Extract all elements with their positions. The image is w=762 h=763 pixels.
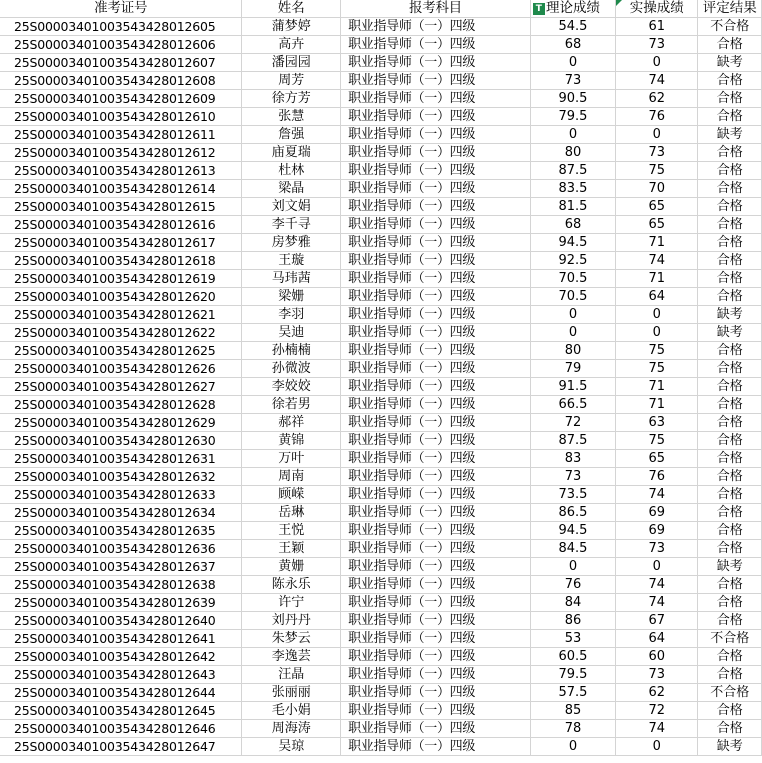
cell-exam-id[interactable]: 25S00003401003543428012613: [0, 162, 242, 180]
cell-exam-id[interactable]: 25S00003401003543428012627: [0, 378, 242, 396]
cell-subject[interactable]: 职业指导师（一）四级: [341, 36, 531, 54]
table-row: [0, 720, 762, 738]
cell-theory[interactable]: 79: [530, 360, 615, 378]
cell-practice[interactable]: 73: [616, 666, 698, 684]
cell-result[interactable]: 不合格: [698, 630, 762, 648]
cell-exam-id[interactable]: 25S00003401003543428012625: [0, 342, 242, 360]
cell-exam-id[interactable]: 25S00003401003543428012645: [0, 702, 242, 720]
cell-name[interactable]: 潘园园: [242, 54, 341, 72]
cell-practice[interactable]: 76: [616, 108, 698, 126]
cell-result[interactable]: 缺考: [698, 54, 762, 72]
table-row: [0, 504, 762, 522]
col-header-result[interactable]: 评定结果: [698, 0, 762, 18]
cell-exam-id[interactable]: 25S00003401003543428012638: [0, 576, 242, 594]
cell-theory[interactable]: 87.5: [530, 162, 615, 180]
table-row: [0, 126, 762, 144]
cell-practice[interactable]: 74: [616, 594, 698, 612]
cell-theory[interactable]: 66.5: [530, 396, 615, 414]
cell-name[interactable]: 万叶: [242, 450, 341, 468]
cell-subject[interactable]: 职业指导师（一）四级: [341, 144, 531, 162]
cell-result[interactable]: 缺考: [698, 126, 762, 144]
cell-result[interactable]: 合格: [698, 540, 762, 558]
cell-name[interactable]: 詹强: [242, 126, 341, 144]
cell-theory[interactable]: 60.5: [530, 648, 615, 666]
table-row: [0, 630, 762, 648]
cell-subject[interactable]: 职业指导师（一）四级: [341, 90, 531, 108]
table-row: [0, 684, 762, 702]
cell-subject[interactable]: 职业指导师（一）四级: [341, 648, 531, 666]
col-header-practice[interactable]: [616, 0, 698, 18]
cell-subject[interactable]: 职业指导师（一）四级: [341, 450, 531, 468]
cell-subject[interactable]: 职业指导师（一）四级: [341, 468, 531, 486]
table-row: [0, 468, 762, 486]
cell-subject[interactable]: 职业指导师（一）四级: [341, 252, 531, 270]
table-row: [0, 54, 762, 72]
cell-subject[interactable]: 职业指导师（一）四级: [341, 558, 531, 576]
cell-name[interactable]: 王悦: [242, 522, 341, 540]
cell-name[interactable]: 吴迪: [242, 324, 341, 342]
cell-subject[interactable]: 职业指导师（一）四级: [341, 162, 531, 180]
cell-theory[interactable]: 0: [530, 306, 615, 324]
table-row: [0, 342, 762, 360]
cell-theory[interactable]: 0: [530, 324, 615, 342]
table-row: [0, 144, 762, 162]
cell-practice[interactable]: 0: [616, 324, 698, 342]
cell-subject[interactable]: 职业指导师（一）四级: [341, 306, 531, 324]
cell-name[interactable]: 张慧: [242, 108, 341, 126]
cell-exam-id[interactable]: 25S00003401003543428012620: [0, 288, 242, 306]
filter-icon[interactable]: T: [533, 3, 545, 15]
cell-exam-id[interactable]: 25S00003401003543428012618: [0, 252, 242, 270]
cell-exam-id[interactable]: 25S00003401003543428012609: [0, 90, 242, 108]
table-row: [0, 36, 762, 54]
cell-theory[interactable]: 84: [530, 594, 615, 612]
cell-practice[interactable]: 63: [616, 414, 698, 432]
cell-name[interactable]: 蒲梦婷: [242, 18, 341, 36]
cell-result[interactable]: 合格: [698, 72, 762, 90]
cell-subject[interactable]: 职业指导师（一）四级: [341, 54, 531, 72]
cell-theory[interactable]: 70.5: [530, 288, 615, 306]
cell-practice[interactable]: 69: [616, 504, 698, 522]
cell-practice[interactable]: 0: [616, 126, 698, 144]
cell-exam-id[interactable]: 25S00003401003543428012612: [0, 144, 242, 162]
cell-practice[interactable]: 75: [616, 162, 698, 180]
cell-result[interactable]: 不合格: [698, 684, 762, 702]
cell-subject[interactable]: 职业指导师（一）四级: [341, 630, 531, 648]
cell-exam-id[interactable]: 25S00003401003543428012642: [0, 648, 242, 666]
cell-result[interactable]: 合格: [698, 504, 762, 522]
cell-exam-id[interactable]: 25S00003401003543428012632: [0, 468, 242, 486]
cell-exam-id[interactable]: 25S00003401003543428012615: [0, 198, 242, 216]
cell-result[interactable]: 合格: [698, 378, 762, 396]
cell-subject[interactable]: 职业指导师（一）四级: [341, 432, 531, 450]
cell-result[interactable]: 合格: [698, 270, 762, 288]
cell-practice[interactable]: 74: [616, 252, 698, 270]
cell-exam-id[interactable]: 25S00003401003543428012635: [0, 522, 242, 540]
cell-exam-id[interactable]: 25S00003401003543428012621: [0, 306, 242, 324]
cell-name[interactable]: 刘文娟: [242, 198, 341, 216]
table-row: [0, 576, 762, 594]
cell-name[interactable]: 杜林: [242, 162, 341, 180]
table-row: [0, 486, 762, 504]
table-row: [0, 738, 762, 756]
cell-exam-id[interactable]: 25S00003401003543428012647: [0, 738, 242, 756]
cell-practice[interactable]: 74: [616, 720, 698, 738]
col-header-theory[interactable]: [530, 0, 615, 18]
cell-theory[interactable]: 0: [530, 126, 615, 144]
cell-result[interactable]: 合格: [698, 342, 762, 360]
table-row: [0, 18, 762, 36]
table-row: [0, 702, 762, 720]
cell-subject[interactable]: 职业指导师（一）四级: [341, 594, 531, 612]
cell-exam-id[interactable]: 25S00003401003543428012636: [0, 540, 242, 558]
col-header-name[interactable]: 姓名: [242, 0, 341, 18]
cell-subject[interactable]: 职业指导师（一）四级: [341, 72, 531, 90]
cell-result[interactable]: 缺考: [698, 324, 762, 342]
cell-result[interactable]: 合格: [698, 666, 762, 684]
col-header-theory-label: 理论成绩: [545, 0, 600, 16]
cell-name[interactable]: 岳琳: [242, 504, 341, 522]
cell-exam-id[interactable]: 25S00003401003543428012641: [0, 630, 242, 648]
table-row: [0, 162, 762, 180]
cell-subject[interactable]: 职业指导师（一）四级: [341, 504, 531, 522]
comment-marker-icon: [616, 0, 622, 6]
cell-exam-id[interactable]: 25S00003401003543428012626: [0, 360, 242, 378]
cell-name[interactable]: 黄锦: [242, 432, 341, 450]
cell-practice[interactable]: 60: [616, 648, 698, 666]
cell-result[interactable]: 合格: [698, 522, 762, 540]
cell-subject[interactable]: 职业指导师（一）四级: [341, 342, 531, 360]
cell-theory[interactable]: 73: [530, 468, 615, 486]
table-row: [0, 432, 762, 450]
table-row: [0, 522, 762, 540]
cell-practice[interactable]: 65: [616, 216, 698, 234]
cell-practice[interactable]: 71: [616, 378, 698, 396]
cell-name[interactable]: 汪晶: [242, 666, 341, 684]
cell-practice[interactable]: 74: [616, 486, 698, 504]
cell-result[interactable]: 合格: [698, 702, 762, 720]
cell-name[interactable]: 毛小娟: [242, 702, 341, 720]
cell-name[interactable]: 吴琼: [242, 738, 341, 756]
cell-subject[interactable]: 职业指导师（一）四级: [341, 234, 531, 252]
cell-theory[interactable]: 83.5: [530, 180, 615, 198]
cell-theory[interactable]: 78: [530, 720, 615, 738]
cell-name[interactable]: 周海涛: [242, 720, 341, 738]
cell-theory[interactable]: 57.5: [530, 684, 615, 702]
cell-practice[interactable]: 74: [616, 72, 698, 90]
cell-exam-id[interactable]: 25S00003401003543428012634: [0, 504, 242, 522]
cell-practice[interactable]: 76: [616, 468, 698, 486]
cell-name[interactable]: 李逸芸: [242, 648, 341, 666]
cell-practice[interactable]: 72: [616, 702, 698, 720]
cell-name[interactable]: 徐若男: [242, 396, 341, 414]
table-row: [0, 666, 762, 684]
table-row: [0, 198, 762, 216]
cell-theory[interactable]: 81.5: [530, 198, 615, 216]
table-row: [0, 90, 762, 108]
cell-subject[interactable]: 职业指导师（一）四级: [341, 396, 531, 414]
cell-name[interactable]: 李羽: [242, 306, 341, 324]
table-row: [0, 180, 762, 198]
cell-practice[interactable]: 75: [616, 342, 698, 360]
cell-name[interactable]: 梁姗: [242, 288, 341, 306]
cell-theory[interactable]: 68: [530, 36, 615, 54]
table-row: [0, 648, 762, 666]
cell-exam-id[interactable]: 25S00003401003543428012643: [0, 666, 242, 684]
cell-name[interactable]: 顾嵘: [242, 486, 341, 504]
cell-practice[interactable]: 65: [616, 198, 698, 216]
cell-result[interactable]: 合格: [698, 180, 762, 198]
cell-subject[interactable]: 职业指导师（一）四级: [341, 576, 531, 594]
cell-name[interactable]: 李姣姣: [242, 378, 341, 396]
cell-practice[interactable]: 0: [616, 54, 698, 72]
cell-result[interactable]: 缺考: [698, 558, 762, 576]
cell-theory[interactable]: 92.5: [530, 252, 615, 270]
cell-practice[interactable]: 71: [616, 234, 698, 252]
cell-practice[interactable]: 71: [616, 270, 698, 288]
cell-subject[interactable]: 职业指导师（一）四级: [341, 702, 531, 720]
cell-theory[interactable]: 0: [530, 558, 615, 576]
cell-name[interactable]: 王颖: [242, 540, 341, 558]
cell-theory[interactable]: 79.5: [530, 666, 615, 684]
cell-exam-id[interactable]: 25S00003401003543428012639: [0, 594, 242, 612]
cell-subject[interactable]: 职业指导师（一）四级: [341, 126, 531, 144]
cell-theory[interactable]: 80: [530, 342, 615, 360]
table-row: [0, 252, 762, 270]
cell-result[interactable]: 合格: [698, 396, 762, 414]
cell-practice[interactable]: 0: [616, 558, 698, 576]
cell-result[interactable]: 合格: [698, 468, 762, 486]
cell-result[interactable]: 合格: [698, 414, 762, 432]
cell-exam-id[interactable]: 25S00003401003543428012605: [0, 18, 242, 36]
cell-name[interactable]: 孙微波: [242, 360, 341, 378]
cell-result[interactable]: 合格: [698, 432, 762, 450]
cell-theory[interactable]: 86: [530, 612, 615, 630]
cell-subject[interactable]: 职业指导师（一）四级: [341, 540, 531, 558]
cell-result[interactable]: 合格: [698, 162, 762, 180]
table-row: [0, 612, 762, 630]
cell-exam-id[interactable]: 25S00003401003543428012608: [0, 72, 242, 90]
cell-theory[interactable]: 83: [530, 450, 615, 468]
table-row: [0, 306, 762, 324]
table-row: [0, 72, 762, 90]
cell-subject[interactable]: 职业指导师（一）四级: [341, 612, 531, 630]
cell-theory[interactable]: 90.5: [530, 90, 615, 108]
cell-exam-id[interactable]: 25S00003401003543428012637: [0, 558, 242, 576]
cell-practice[interactable]: 75: [616, 432, 698, 450]
cell-theory[interactable]: 87.5: [530, 432, 615, 450]
cell-practice[interactable]: 67: [616, 612, 698, 630]
cell-theory[interactable]: 91.5: [530, 378, 615, 396]
table-row: [0, 216, 762, 234]
cell-name[interactable]: 朱梦云: [242, 630, 341, 648]
cell-result[interactable]: 合格: [698, 36, 762, 54]
cell-exam-id[interactable]: 25S00003401003543428012629: [0, 414, 242, 432]
table-row: [0, 378, 762, 396]
cell-subject[interactable]: 职业指导师（一）四级: [341, 18, 531, 36]
cell-name[interactable]: 高卉: [242, 36, 341, 54]
cell-result[interactable]: 不合格: [698, 18, 762, 36]
cell-practice[interactable]: 64: [616, 630, 698, 648]
cell-theory[interactable]: 53: [530, 630, 615, 648]
cell-theory[interactable]: 73.5: [530, 486, 615, 504]
cell-name[interactable]: 黄姗: [242, 558, 341, 576]
table-row: [0, 414, 762, 432]
cell-exam-id[interactable]: 25S00003401003543428012606: [0, 36, 242, 54]
cell-exam-id[interactable]: 25S00003401003543428012610: [0, 108, 242, 126]
cell-subject[interactable]: 职业指导师（一）四级: [341, 108, 531, 126]
cell-subject[interactable]: 职业指导师（一）四级: [341, 180, 531, 198]
cell-exam-id[interactable]: 25S00003401003543428012630: [0, 432, 242, 450]
cell-result[interactable]: 合格: [698, 720, 762, 738]
cell-practice[interactable]: 0: [616, 306, 698, 324]
cell-result[interactable]: 合格: [698, 108, 762, 126]
cell-name[interactable]: 马玮茜: [242, 270, 341, 288]
cell-theory[interactable]: 94.5: [530, 522, 615, 540]
cell-name[interactable]: 梁晶: [242, 180, 341, 198]
cell-practice[interactable]: 73: [616, 36, 698, 54]
cell-exam-id[interactable]: 25S00003401003543428012619: [0, 270, 242, 288]
cell-theory[interactable]: 85: [530, 702, 615, 720]
table-row: [0, 324, 762, 342]
cell-subject[interactable]: 职业指导师（一）四级: [341, 720, 531, 738]
cell-exam-id[interactable]: 25S00003401003543428012640: [0, 612, 242, 630]
cell-result[interactable]: 合格: [698, 90, 762, 108]
cell-theory[interactable]: 86.5: [530, 504, 615, 522]
cell-theory[interactable]: 94.5: [530, 234, 615, 252]
cell-practice[interactable]: 64: [616, 288, 698, 306]
table-row: [0, 108, 762, 126]
cell-theory[interactable]: 79.5: [530, 108, 615, 126]
cell-exam-id[interactable]: 25S00003401003543428012607: [0, 54, 242, 72]
cell-name[interactable]: 庙夏瑞: [242, 144, 341, 162]
table-row: [0, 540, 762, 558]
cell-name[interactable]: 周南: [242, 468, 341, 486]
cell-subject[interactable]: 职业指导师（一）四级: [341, 414, 531, 432]
cell-exam-id[interactable]: 25S00003401003543428012611: [0, 126, 242, 144]
table-body: [0, 18, 762, 756]
cell-name[interactable]: 孙楠楠: [242, 342, 341, 360]
table-row: [0, 450, 762, 468]
header-row: [0, 0, 762, 18]
table-row: [0, 270, 762, 288]
cell-exam-id[interactable]: 25S00003401003543428012646: [0, 720, 242, 738]
cell-name[interactable]: 郝祥: [242, 414, 341, 432]
cell-result[interactable]: 合格: [698, 252, 762, 270]
cell-theory[interactable]: 73: [530, 72, 615, 90]
table-row: [0, 558, 762, 576]
cell-theory[interactable]: 80: [530, 144, 615, 162]
cell-exam-id[interactable]: 25S00003401003543428012644: [0, 684, 242, 702]
cell-practice[interactable]: 73: [616, 540, 698, 558]
cell-name[interactable]: 李千寻: [242, 216, 341, 234]
col-header-practice-label: 实操成绩: [629, 0, 684, 16]
cell-result[interactable]: 合格: [698, 486, 762, 504]
cell-result[interactable]: 缺考: [698, 738, 762, 756]
cell-theory[interactable]: 84.5: [530, 540, 615, 558]
cell-subject[interactable]: 职业指导师（一）四级: [341, 666, 531, 684]
cell-result[interactable]: 合格: [698, 234, 762, 252]
col-header-subject[interactable]: 报考科目: [341, 0, 531, 18]
table-row: [0, 396, 762, 414]
cell-result[interactable]: 合格: [698, 144, 762, 162]
cell-theory[interactable]: 0: [530, 54, 615, 72]
cell-practice[interactable]: 0: [616, 738, 698, 756]
table-row: [0, 288, 762, 306]
cell-exam-id[interactable]: 25S00003401003543428012616: [0, 216, 242, 234]
cell-subject[interactable]: 职业指导师（一）四级: [341, 684, 531, 702]
cell-practice[interactable]: 73: [616, 144, 698, 162]
cell-result[interactable]: 合格: [698, 360, 762, 378]
cell-subject[interactable]: 职业指导师（一）四级: [341, 360, 531, 378]
table-row: [0, 594, 762, 612]
cell-exam-id[interactable]: 25S00003401003543428012617: [0, 234, 242, 252]
cell-subject[interactable]: 职业指导师（一）四级: [341, 738, 531, 756]
cell-practice[interactable]: 71: [616, 396, 698, 414]
cell-theory[interactable]: 54.5: [530, 18, 615, 36]
cell-exam-id[interactable]: 25S00003401003543428012628: [0, 396, 242, 414]
cell-result[interactable]: 合格: [698, 576, 762, 594]
cell-practice[interactable]: 61: [616, 18, 698, 36]
cell-subject[interactable]: 职业指导师（一）四级: [341, 216, 531, 234]
cell-theory[interactable]: 0: [530, 738, 615, 756]
cell-practice[interactable]: 65: [616, 450, 698, 468]
cell-subject[interactable]: 职业指导师（一）四级: [341, 378, 531, 396]
cell-subject[interactable]: 职业指导师（一）四级: [341, 522, 531, 540]
cell-result[interactable]: 合格: [698, 288, 762, 306]
cell-subject[interactable]: 职业指导师（一）四级: [341, 486, 531, 504]
cell-subject[interactable]: 职业指导师（一）四级: [341, 288, 531, 306]
cell-practice[interactable]: 75: [616, 360, 698, 378]
cell-practice[interactable]: 62: [616, 684, 698, 702]
cell-theory[interactable]: 76: [530, 576, 615, 594]
cell-result[interactable]: 合格: [698, 216, 762, 234]
table-row: [0, 360, 762, 378]
cell-result[interactable]: 合格: [698, 594, 762, 612]
cell-name[interactable]: 房梦雅: [242, 234, 341, 252]
cell-name[interactable]: 许宁: [242, 594, 341, 612]
cell-name[interactable]: 刘丹丹: [242, 612, 341, 630]
cell-result[interactable]: 合格: [698, 648, 762, 666]
cell-subject[interactable]: 职业指导师（一）四级: [341, 198, 531, 216]
cell-theory[interactable]: 70.5: [530, 270, 615, 288]
cell-theory[interactable]: 68: [530, 216, 615, 234]
cell-exam-id[interactable]: 25S00003401003543428012631: [0, 450, 242, 468]
cell-subject[interactable]: 职业指导师（一）四级: [341, 324, 531, 342]
cell-practice[interactable]: 69: [616, 522, 698, 540]
cell-result[interactable]: 合格: [698, 612, 762, 630]
cell-result[interactable]: 合格: [698, 198, 762, 216]
cell-exam-id[interactable]: 25S00003401003543428012614: [0, 180, 242, 198]
cell-practice[interactable]: 62: [616, 90, 698, 108]
cell-name[interactable]: 徐方芳: [242, 90, 341, 108]
table-row: [0, 234, 762, 252]
cell-practice[interactable]: 74: [616, 576, 698, 594]
cell-name[interactable]: 王璇: [242, 252, 341, 270]
cell-subject[interactable]: 职业指导师（一）四级: [341, 270, 531, 288]
cell-name[interactable]: 周芳: [242, 72, 341, 90]
cell-exam-id[interactable]: 25S00003401003543428012622: [0, 324, 242, 342]
cell-theory[interactable]: 72: [530, 414, 615, 432]
cell-exam-id[interactable]: 25S00003401003543428012633: [0, 486, 242, 504]
cell-result[interactable]: 合格: [698, 450, 762, 468]
col-header-exam-id[interactable]: 准考证号: [0, 0, 242, 18]
cell-name[interactable]: 张丽丽: [242, 684, 341, 702]
cell-result[interactable]: 缺考: [698, 306, 762, 324]
cell-practice[interactable]: 70: [616, 180, 698, 198]
cell-name[interactable]: 陈永乐: [242, 576, 341, 594]
